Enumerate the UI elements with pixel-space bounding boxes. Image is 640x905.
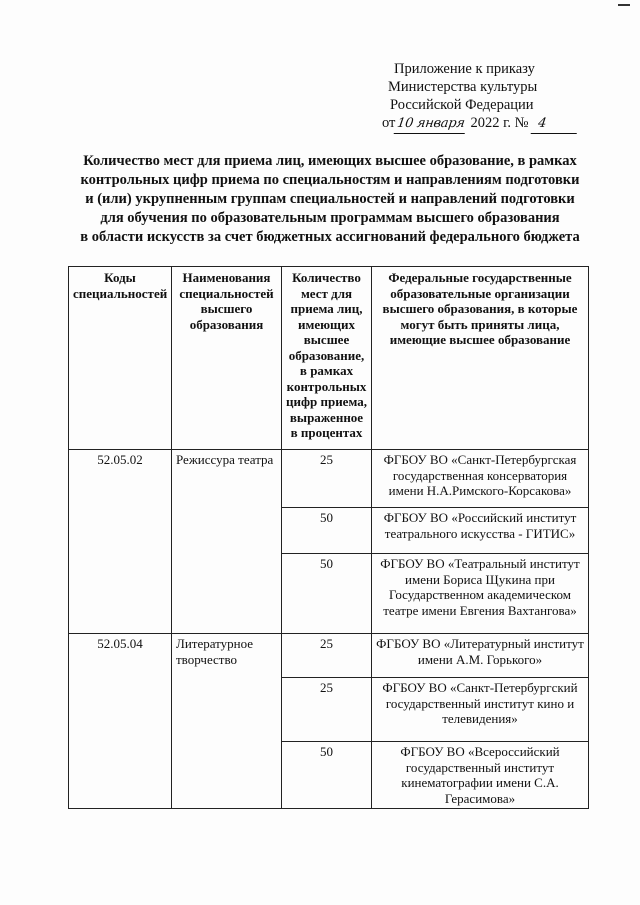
quota-percent: 50 (282, 508, 372, 554)
table-header-row (69, 267, 589, 450)
order-prefix: от (382, 115, 396, 131)
organization: ФГБОУ ВО «Всероссийский государственный институт кинематографии имени С.А. Герасимова» (372, 742, 589, 809)
header-org: Федеральные государственные образовательные организации высшего образования, в которые могут быть приняты лица, имеющие высшее образование (372, 267, 589, 450)
header-name: Наименования специальностей высшего образования (172, 267, 282, 450)
specialty-name: Литературное творчество (172, 634, 282, 809)
quota-percent: 25 (282, 634, 372, 678)
specialty-name: Режиссура театра (172, 450, 282, 634)
header-count: Количество мест для приема лиц, имеющих высшее образование, в рамках контрольных цифр приема, выраженное в процентах (282, 267, 372, 450)
organization: ФГБОУ ВО «Литературный институт имени А.М. Горького» (372, 634, 589, 678)
handwritten-date: 10 января (394, 115, 468, 134)
quota-percent: 50 (282, 742, 372, 809)
organization: ФГБОУ ВО «Санкт-Петербургская государственная консерватория имени Н.А.Римского-Корсакова» (372, 450, 589, 508)
annex-header (382, 60, 618, 134)
document-title (70, 152, 590, 247)
header-code: Коды специальностей (69, 267, 172, 450)
annex-line-3: Российской Федерации (390, 97, 534, 113)
quota-table (68, 266, 589, 809)
quota-percent: 25 (282, 450, 372, 508)
annex-line-1: Приложение к приказу (394, 61, 535, 77)
quota-percent: 25 (282, 678, 372, 742)
annex-line-2: Министерства культуры (388, 79, 538, 95)
handwritten-number: 4 (531, 115, 580, 134)
title-line-5: в области искусств за счет бюджетных ассигнований федерального бюджета (80, 229, 580, 245)
organization: ФГБОУ ВО «Театральный институт имени Бориса Щукина при Государственном академическом театре имени Евгения Вахтангова» (372, 554, 589, 634)
organization: ФГБОУ ВО «Санкт-Петербургский государственный институт кино и телевидения» (372, 678, 589, 742)
table-row (69, 450, 589, 508)
scan-mark (618, 4, 630, 6)
organization: ФГБОУ ВО «Российский институт театрального искусства - ГИТИС» (372, 508, 589, 554)
specialty-code: 52.05.04 (69, 634, 172, 809)
quota-percent: 50 (282, 554, 372, 634)
order-year: 2022 г. № (470, 115, 529, 131)
title-line-4: для обучения по образовательным программам высшего образования (100, 210, 560, 226)
title-line-2: контрольных цифр приема по специальностям и направлениям подготовки (80, 172, 580, 188)
table-row (69, 634, 589, 678)
order-date-line (382, 114, 618, 134)
specialty-code: 52.05.02 (69, 450, 172, 634)
title-line-1: Количество мест для приема лиц, имеющих высшее образование, в рамках (83, 153, 577, 169)
title-line-3: и (или) укрупненным группам специальностей и направлений подготовки (85, 191, 575, 207)
